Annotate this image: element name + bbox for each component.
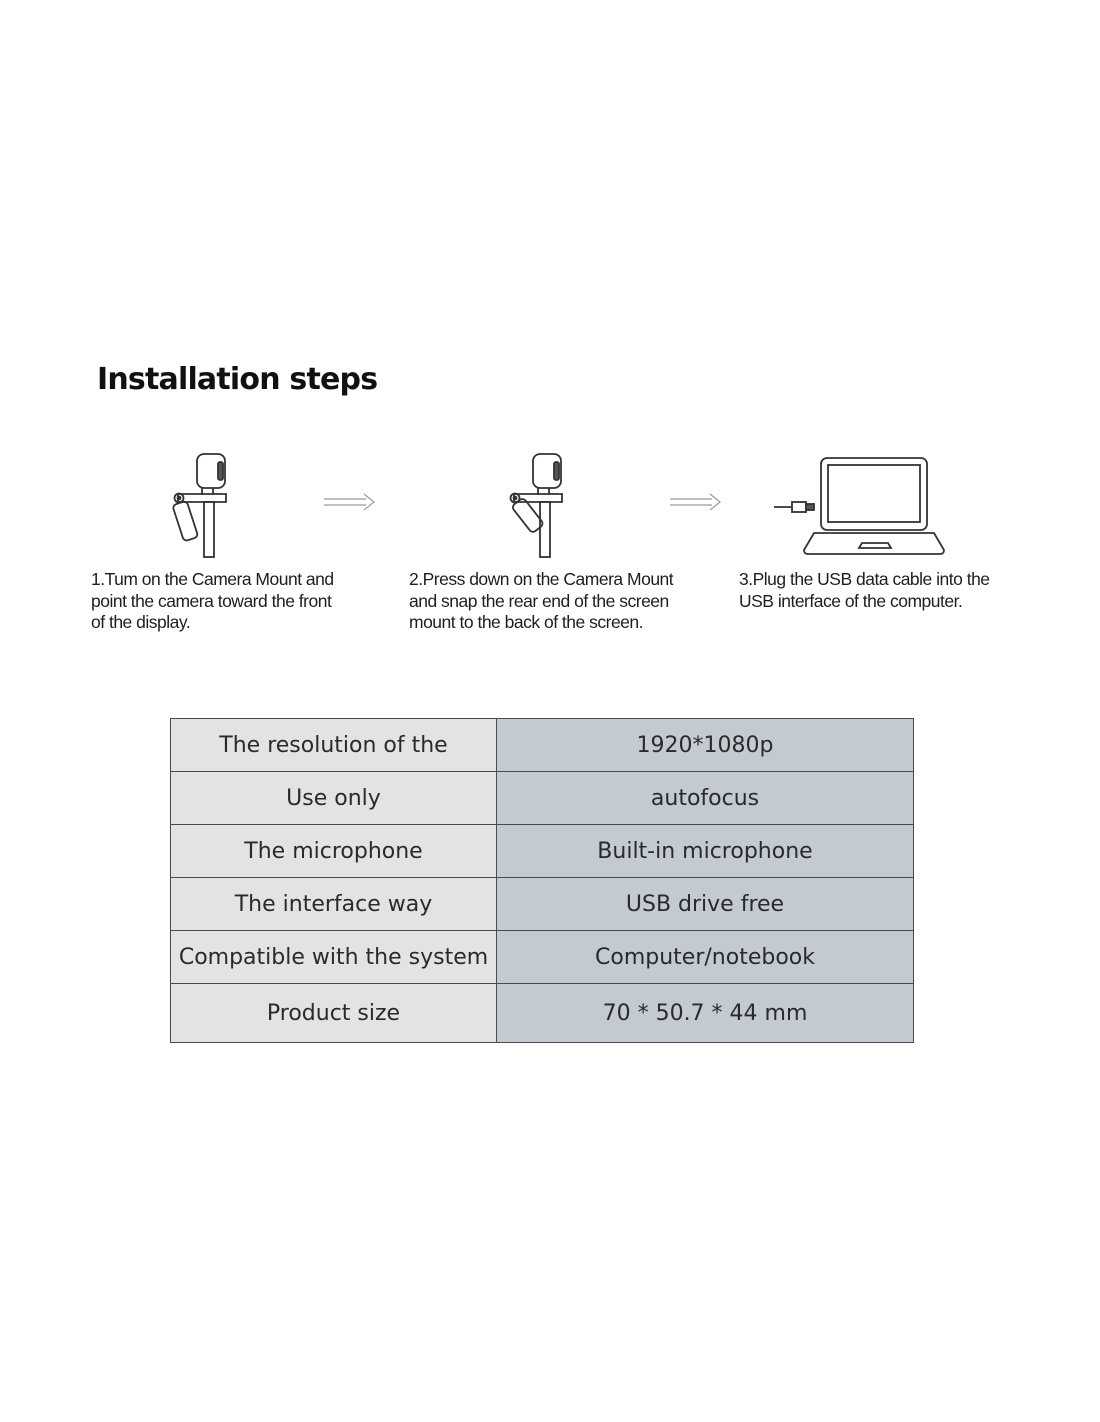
- arrow-right-icon: [668, 490, 724, 514]
- table-row: [171, 825, 914, 878]
- spec-value: autofocus: [497, 772, 914, 825]
- spec-value: 1920*1080p: [497, 719, 914, 772]
- step3-caption: 3.Plug the USB data cable into the USB interface of the computer.: [739, 569, 990, 611]
- webcam-mount-closed-icon: [500, 452, 580, 562]
- webcam-mount-open-icon: [160, 452, 240, 562]
- step1-caption: 1.Tum on the Camera Mount and point the camera toward the front of the display.: [91, 569, 334, 632]
- spec-label: The resolution of the: [171, 719, 497, 772]
- spec-value: Built-in microphone: [497, 825, 914, 878]
- step2-illustration: [500, 452, 580, 562]
- table-row: [171, 984, 914, 1043]
- table-row: [171, 772, 914, 825]
- laptop-usb-icon: [770, 455, 950, 559]
- arrow-2: [668, 490, 724, 514]
- page-title: Installation steps: [97, 362, 378, 397]
- step2-caption: 2.Press down on the Camera Mount and snap the rear end of the screen mount to the back of the screen.: [409, 569, 674, 632]
- spec-table: [170, 718, 914, 1043]
- table-row: [171, 719, 914, 772]
- table-row: [171, 931, 914, 984]
- spec-label: The microphone: [171, 825, 497, 878]
- spec-label: Compatible with the system: [171, 931, 497, 984]
- spec-value: 70 * 50.7 * 44 mm: [497, 984, 914, 1043]
- spec-label: Product size: [171, 984, 497, 1043]
- spec-value: Computer/notebook: [497, 931, 914, 984]
- step1-illustration: [160, 452, 240, 562]
- spec-value: USB drive free: [497, 878, 914, 931]
- table-row: [171, 878, 914, 931]
- arrow-right-icon: [322, 490, 378, 514]
- arrow-1: [322, 490, 378, 514]
- spec-label: Use only: [171, 772, 497, 825]
- spec-label: The interface way: [171, 878, 497, 931]
- step3-illustration: [770, 455, 950, 559]
